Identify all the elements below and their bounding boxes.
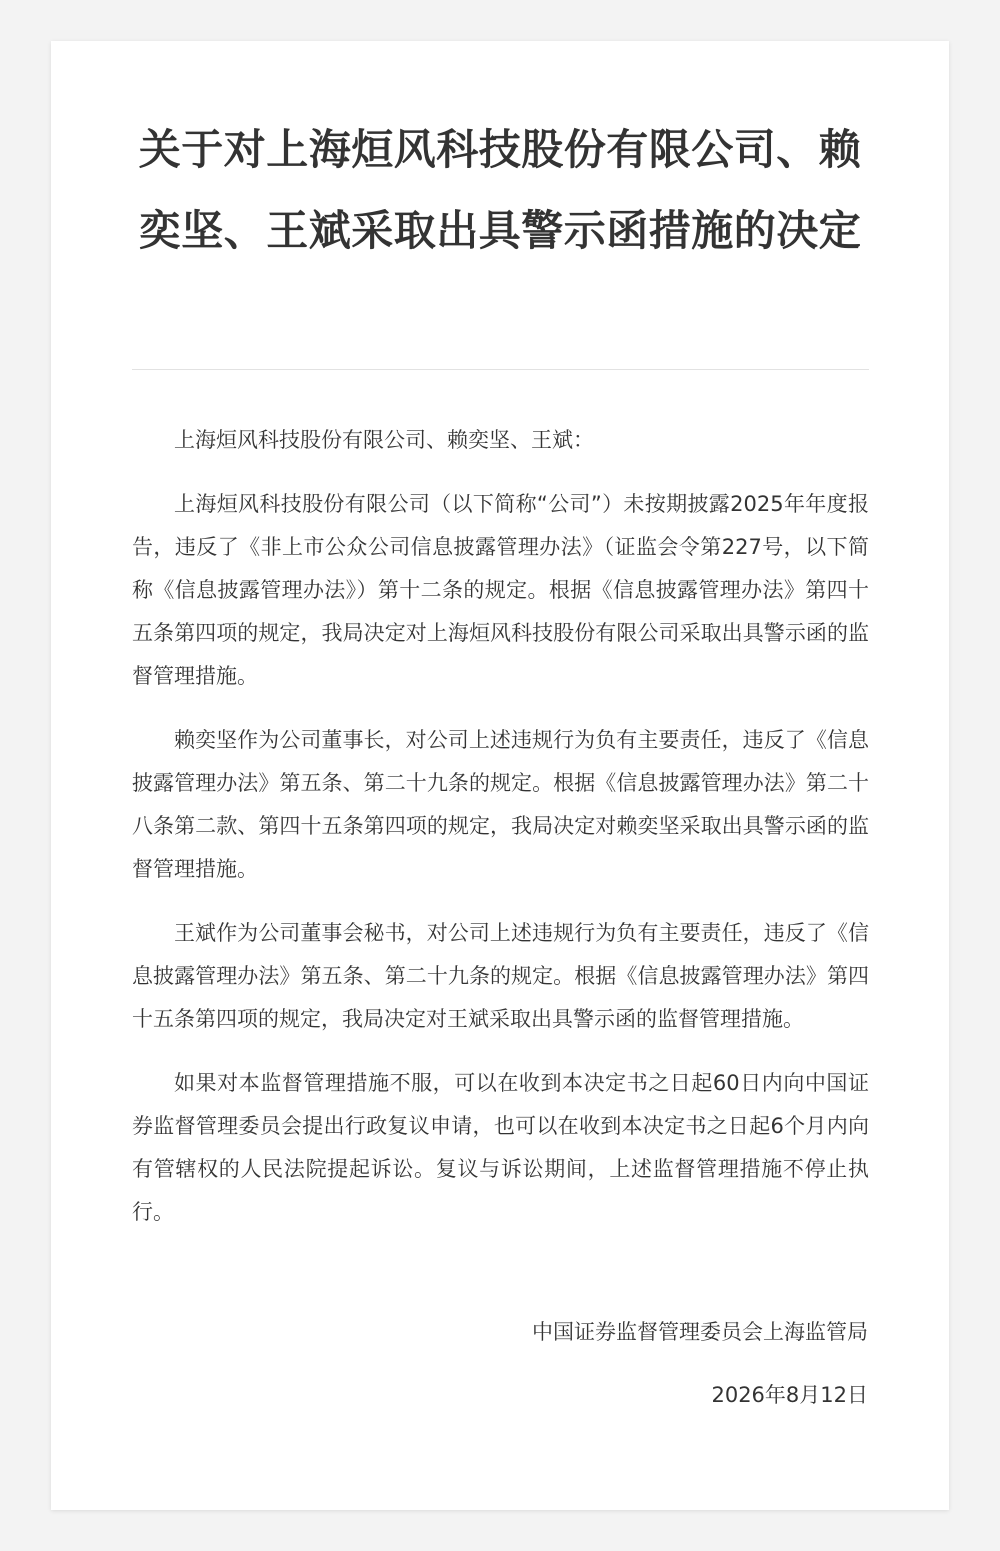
title-divider xyxy=(132,369,869,370)
issue-date: 2026年8月12日 xyxy=(711,1383,868,1407)
paragraph-company: 上海烜风科技股份有限公司（以下简称“公司”）未按期披露2025年年度报告，违反了《非上市公众公司信息披露管理办法》（证监会令第227号，以下简称《信息披露管理办法》）第十二条的规定。根据《信息披露管理办法》第四十五条第四项的规定，我局决定对上海烜风科技股份有限公司采取出具警示函的监督管理措施。 xyxy=(132,492,869,688)
paragraph-chairman: 赖奕坚作为公司董事长，对公司上述违规行为负有主要责任，违反了《信息披露管理办法》第五条、第二十九条的规定。根据《信息披露管理办法》第二十八条第二款、第四十五条第四项的规定，我局决定对赖奕坚采取出具警示函的监督管理措施。 xyxy=(132,728,869,881)
document-page xyxy=(51,41,949,1510)
issuer-signature: 中国证券监督管理委员会上海监管局 xyxy=(532,1320,868,1344)
document-title: 关于对上海烜风科技股份有限公司、赖奕坚、王斌采取出具警示函措施的决定 xyxy=(138,125,862,255)
document-body xyxy=(132,419,869,1255)
addressee: 上海烜风科技股份有限公司、赖奕坚、王斌： xyxy=(174,428,594,452)
paragraph-appeal: 如果对本监督管理措施不服，可以在收到本决定书之日起60日内向中国证券监督管理委员会提出行政复议申请，也可以在收到本决定书之日起6个月内向有管辖权的人民法院提起诉讼。复议与诉讼期间，上述监督管理措施不停止执行。 xyxy=(132,1071,869,1224)
paragraph-secretary: 王斌作为公司董事会秘书，对公司上述违规行为负有主要责任，违反了《信息披露管理办法》第五条、第二十九条的规定。根据《信息披露管理办法》第四十五条第四项的规定，我局决定对王斌采取出具警示函的监督管理措施。 xyxy=(132,921,869,1031)
